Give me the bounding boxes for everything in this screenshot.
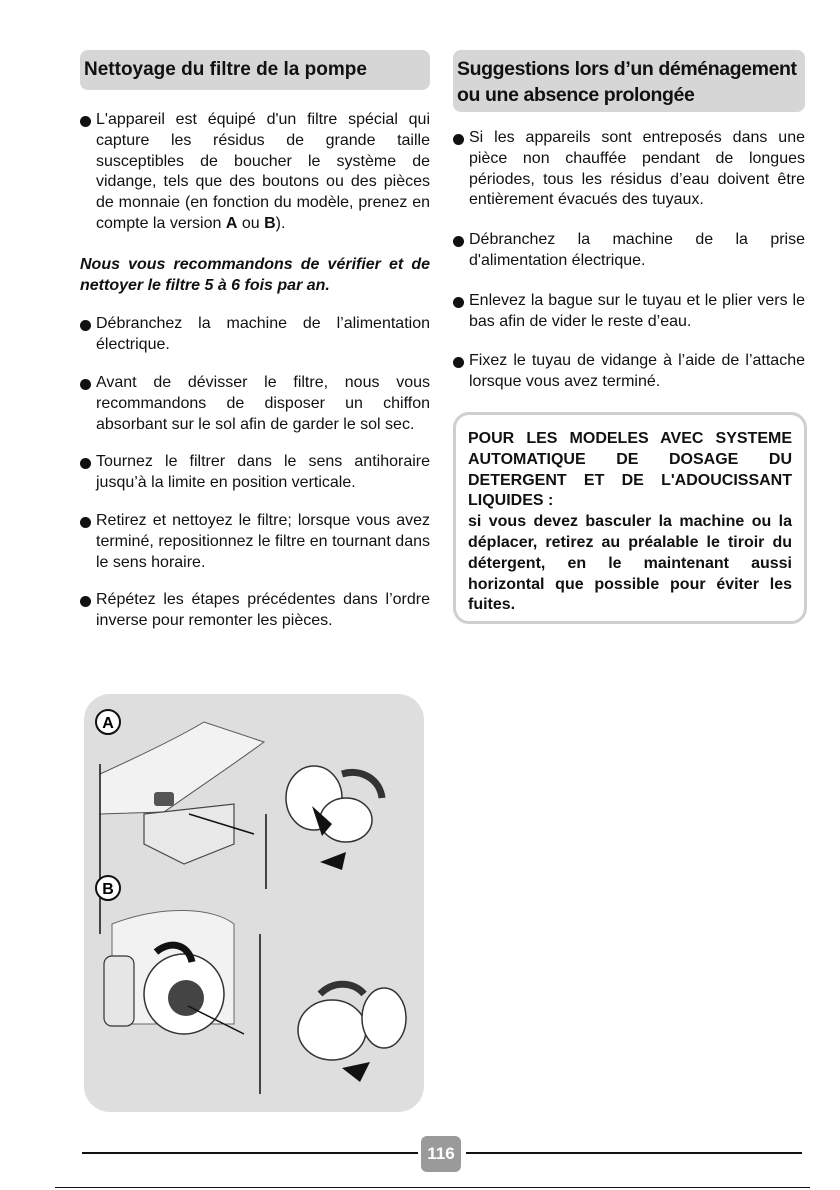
hand-a	[320, 798, 372, 842]
bullet-dot-icon	[80, 379, 91, 390]
left-step-text: Avant de dévisser le filtre, nous vous recommandons de disposer un chiffon absorbant sur le sol afin de garder le sol sec.	[96, 373, 430, 433]
right-step	[453, 230, 805, 272]
right-step	[453, 351, 805, 393]
left-step	[80, 373, 430, 435]
filter-flap-a	[144, 804, 234, 864]
section-heading-pump-filter: Nettoyage du filtre de la pompe	[80, 50, 430, 90]
left-step	[80, 511, 430, 573]
heading-line-2: ou une absence prolongée	[457, 84, 695, 106]
left-step	[80, 314, 430, 356]
label-a: A	[102, 715, 114, 732]
bullet-dot-icon	[453, 236, 464, 247]
filter-cap-b	[362, 988, 406, 1048]
warning-box	[453, 412, 807, 624]
hand-b	[298, 1000, 366, 1060]
recommendation-note: Nous vous recommandons de vérifier et de nettoyer le filtre 5 à 6 fois par an.	[80, 255, 430, 294]
left-step	[80, 452, 430, 494]
pull-arrow-a-icon	[320, 852, 346, 870]
left-step-text: Retirez et nettoyez le filtre; lorsque vous avez terminé, repositionnez le filtre en tournant dans le sens horaire.	[96, 511, 430, 571]
bullet-dot-icon	[80, 596, 91, 607]
hatch-door-b	[104, 956, 134, 1026]
page-number: 116	[421, 1136, 461, 1172]
filter-illustration-svg	[84, 694, 424, 1112]
bullet-dot-icon	[80, 116, 91, 127]
bullet-dot-icon	[453, 134, 464, 145]
right-step	[453, 291, 805, 333]
right-step-text: Débranchez la machine de la prise d'alimentation électrique.	[469, 231, 805, 269]
right-step	[453, 128, 805, 211]
push-arrow-b-icon	[342, 1062, 370, 1082]
left-step-text: Répétez les étapes précédentes dans l’ordre inverse pour remonter les pièces.	[96, 591, 430, 630]
rotate-arrow-a-icon	[342, 772, 382, 798]
bullet-dot-icon	[80, 458, 91, 469]
left-step-text: Débranchez la machine de l’alimentation électrique.	[96, 315, 430, 354]
machine-top-a	[100, 722, 264, 814]
footer-rule-right	[466, 1152, 802, 1154]
bullet-dot-icon	[453, 297, 464, 308]
rotate-arrow-b2-icon	[320, 984, 364, 994]
warning-body: si vous devez basculer la machine ou la déplacer, retirez au préalable le tiroir du détergent, en le maintenant aussi horizontal que possible pour éviter les fuites.	[468, 513, 792, 614]
intro-text-1: L'appareil est équipé d'un filtre spécial qui capture les résidus de grande taille susceptibles de boucher le système de vidange, tels que des boutons ou des pièces de monnaie (en fonction du modèle, prenez en compte la version	[96, 111, 430, 232]
left-step-text: Tournez le filtrer dans le sens antihoraire jusqu’à la limite en position verticale.	[96, 453, 430, 492]
bullet-dot-icon	[80, 517, 91, 528]
right-column	[453, 50, 805, 393]
filter-illustration	[84, 694, 424, 1112]
intro-text-2: ou	[237, 214, 265, 232]
version-a-ref: A	[225, 214, 238, 232]
warning-title: POUR LES MODELES AVEC SYSTEME AUTOMATIQUE DE DOSAGE DU DETERGENT ET DE L'ADOUCISSANT LIQUIDES :	[468, 430, 792, 510]
right-step-text: Fixez le tuyau de vidange à l’aide de l’attache lorsque vous avez terminé.	[469, 352, 805, 391]
left-step	[80, 590, 430, 632]
section-heading-moving	[453, 50, 805, 112]
bottom-rule	[55, 1187, 810, 1188]
label-b: B	[102, 881, 114, 898]
flap-latch-a	[154, 792, 174, 806]
right-step-text: Si les appareils sont entreposés dans une pièce non chauffée pendant de longues périodes, tous les résidus d’eau doivent être entièrement évacués des tuyaux.	[469, 129, 805, 209]
bullet-dot-icon	[80, 320, 91, 331]
bullet-dot-icon	[453, 357, 464, 368]
heading-line-1: Suggestions lors d’un déménagement	[457, 58, 797, 80]
version-b-ref: B	[264, 214, 276, 232]
footer-rule-left	[82, 1152, 418, 1154]
right-step-text: Enlevez la bague sur le tuyau et le plier vers le bas afin de vider le reste d’eau.	[469, 291, 805, 330]
left-column	[80, 50, 430, 632]
intro-bullet	[80, 110, 430, 235]
intro-text-3: ).	[275, 214, 286, 232]
